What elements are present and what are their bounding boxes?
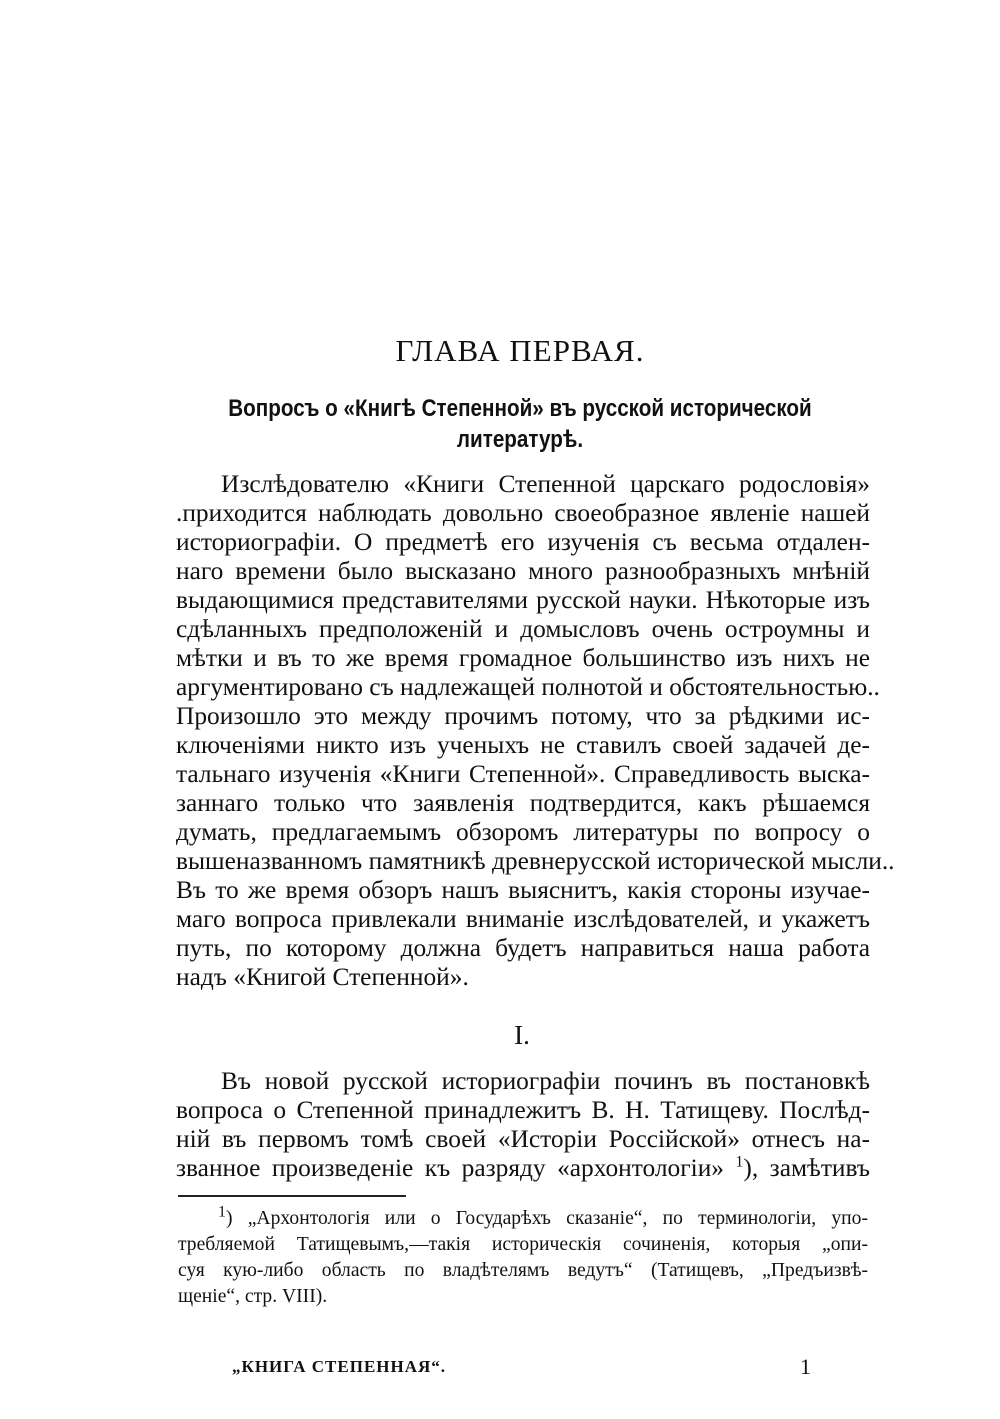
section-title: [219, 393, 821, 455]
text-line: путь, по которому должна будетъ направиться наша работа: [176, 934, 870, 962]
text-line: заннаго только что заявленія подтвердится, какъ рѣшаемся: [176, 789, 870, 817]
text-segment: званное произведеніе къ разряду «архонтологіи»: [176, 1154, 736, 1182]
text-line: вышеназванномъ памятникѣ древнерусской исторической мысли..: [176, 847, 895, 875]
section-title-line: Вопросъ о «Книгѣ Степенной» въ русской исторической: [228, 395, 812, 422]
footnote-line: [178, 1203, 868, 1232]
section-paragraph: [176, 1067, 870, 1183]
text-line: .приходится наблюдать довольно своеобразное явленіе нашей: [176, 499, 870, 527]
footnote-reference[interactable]: 1: [735, 1153, 744, 1171]
footnote: [178, 1203, 868, 1310]
text-line: Въ новой русской историографіи починъ въ постановкѣ: [221, 1067, 870, 1095]
text-line: историографіи. О предметѣ его изученія съ весьма отдален-: [176, 528, 870, 556]
text-line: сдѣланныхъ предположеній и домысловъ очень остроумны и: [176, 615, 870, 643]
text-line: тальнаго изученія «Книги Степенной». Справедливость выска-: [176, 760, 870, 788]
section-title-line: литературѣ.: [456, 426, 584, 453]
text-line: выдающимися представителями русской науки. Нѣкоторые изъ: [176, 586, 870, 614]
text-line: ключеніями никто изъ ученыхъ не ставилъ своей задачей де-: [176, 731, 870, 759]
text-line: думать, предлагаемымъ обзоромъ литературы по вопросу о: [176, 818, 870, 846]
text-line: Произошло это между прочимъ потому, что за рѣдкими ис-: [176, 702, 870, 730]
text-line: Въ то же время обзоръ нашъ выяснитъ, какія стороны изучае-: [176, 876, 870, 904]
footer-book-title: „КНИГА СТЕПЕННАЯ“.: [232, 1357, 447, 1376]
footnote-marker: 1: [218, 1203, 226, 1221]
intro-paragraph: [176, 470, 895, 992]
section-number: I.: [514, 1020, 530, 1050]
footnote-line: суя кую-либо область по владѣтелямъ ведутъ“ (Татищевъ, „Предъизвѣ-: [178, 1260, 868, 1281]
text-line: маго вопроса привлекали вниманіе изслѣдователей, и укажетъ: [176, 905, 870, 933]
footnote-line: щеніе“, стр. VIII).: [178, 1286, 328, 1307]
text-line: вопроса о Степенной принадлежитъ В. Н. Татищеву. Послѣд-: [176, 1096, 870, 1124]
text-line: мѣтки и въ то же время громадное большинство изъ нихъ не: [176, 644, 870, 672]
text-line: Изслѣдователю «Книги Степенной царскаго родословія»: [221, 470, 870, 498]
text-line: наго времени было высказано много разнообразныхъ мнѣній: [176, 557, 870, 585]
text-line: надъ «Книгой Степенной».: [176, 963, 469, 991]
footnote-line: требляемой Татищевымъ,—такія историческія сочиненія, которыя „опи-: [178, 1234, 868, 1255]
chapter-heading: ГЛАВА ПЕРВАЯ.: [395, 333, 645, 368]
text-line: [176, 1154, 870, 1183]
text-line: ній въ первомъ томѣ своей «Исторіи Россійской» отнесъ на-: [176, 1125, 870, 1153]
text-line: аргументировано съ надлежащей полнотой и обстоятельностью..: [176, 673, 880, 701]
footnote-text: ) „Архонтологія или о Государѣхъ сказаніе“, по терминологіи, упо-: [226, 1208, 868, 1229]
page-number: 1: [800, 1354, 811, 1379]
footnote-divider: [178, 1195, 406, 1197]
text-segment: ), замѣтивъ: [743, 1154, 870, 1182]
